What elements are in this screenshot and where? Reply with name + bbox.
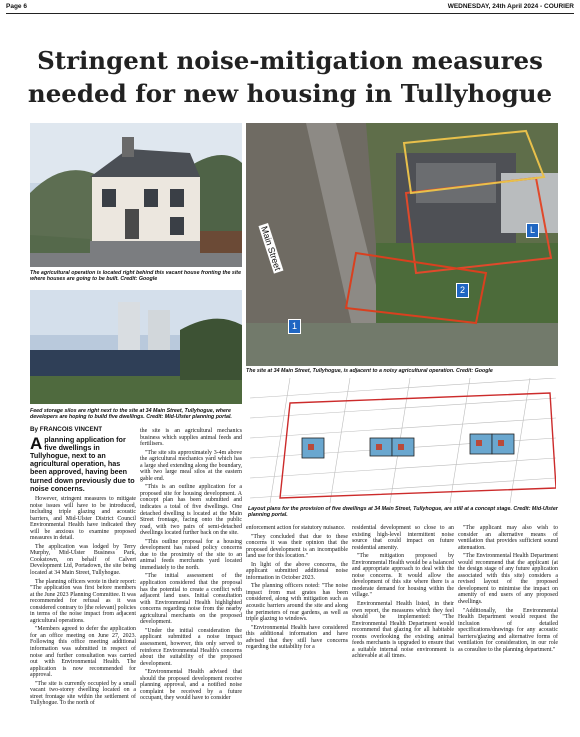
paragraph: "The site is currently occupied by a small vacant two-storey dwelling located on a street frontage site within the settlement of Tullyhogue. To the north of (30, 680, 136, 707)
page-header (6, 3, 574, 13)
paragraph: "Environmental Health have considered this additional information and have advised that they still have concerns regarding the suitability for a (246, 624, 348, 651)
house-photo (30, 123, 242, 267)
date-paper: WEDNESDAY, 24th April 2024 - COURIER (447, 3, 574, 10)
paragraph: "The initial assessment of the application considered that the proposal has the potential to create a conflict with adjacent land uses. Initial consultation with Environmental Health highlighted concerns regarding noise from the nearby agricultural merchants on the proposed development. (140, 573, 242, 626)
article-column-4 (352, 525, 454, 662)
paragraph: "Environmental Health advised that should the proposed development receive planning approval, and a notified noise complaint be received by a future occupant, they would have to consider (140, 669, 242, 702)
headline: Stringent noise-mitigation measures needed for new housing in Tullyhogue (27, 46, 553, 108)
layout-plan-image (250, 378, 556, 503)
paragraph: enforcement action for statutory nuisance. (246, 525, 346, 531)
byline: By FRANCOIS VINCENT (30, 426, 103, 433)
paragraph: The application was lodged by Terry Murphy, Mid-Ulster Business Park, Cookstown, on behalf of Calvert Development Ltd, Portadown, the site being located at 34 Main Street, Tullyhogue. (30, 543, 136, 576)
paragraph: "This outline proposal for a housing development has raised policy concerns due to the proximity of the site to an animal feeds merchants yard located immediately to the north. (140, 538, 242, 571)
lede (30, 433, 136, 493)
paragraph: "Under the initial consideration the applicant submitted a noise impact assessment, however, this only served to reinforce Environmental Health's concerns about the suitability of the proposed development. (140, 627, 242, 667)
layout-plan (250, 378, 556, 503)
paragraph: residential development so close to an existing high-level intermittent noise source that could impact on future residential amenity. (352, 525, 454, 551)
aerial-marker-1: 1 (288, 319, 301, 334)
paragraph: "Additionally, the Environmental Health Department would request the inclusion of detailed specifications/drawings for any acoustic barriers/glazing and alternative forms of ventilation for consideration, in our role as consultee to the planning department." (458, 607, 558, 653)
layout-plan-caption: Layout plans for the provision of five dwellings at 34 Main Street, Tullyhogue, are still at a concept stage. Credit: Mid-Ulster planning portal. (248, 506, 558, 519)
paragraph: Environmental Health listed, in their own report, the measures which they feel should be implemented: "The Environmental Health Department would recommend that glazing for all habitable rooms overlooking the existing animal feeds merchants is upgraded to ensure that a suitable internal noise environment is achievable at all times. (352, 601, 454, 660)
house-photo-image (30, 123, 242, 267)
silos-photo (30, 290, 242, 404)
aerial-marker-2: 2 (456, 283, 469, 298)
paragraph: The planning officers wrote in their report: "The application was first before members at the June 2023 Planning Committee. It was recommended for refusal as it was considered contrary to [the relevant] policies in terms of the noise impact from adjacent agricultural operations. (30, 578, 136, 624)
page-number: Page 6 (6, 3, 27, 10)
paragraph: "The applicant may also wish to consider an alternative means of ventilation that provides sufficient sound attenuation. (458, 525, 558, 551)
lede-text: planning application for five dwellings in Tullyhogue, next to an agricultural operation, has been approved, having been turned down previously due to noise concerns. (30, 434, 135, 493)
house-photo-caption: The agricultural operation is located right behind this vacant house fronting the site where houses are going to be built. Credit: Google (30, 270, 242, 283)
aerial-street-label: Main Street (259, 224, 283, 272)
paragraph: "The mitigation proposed by Environmental Health would be a balanced and appropriate approach to deal with the noise concerns. It would allow the development of this site where there is a moderate demand for housing within the village." (352, 553, 454, 599)
paragraph: the site is an agricultural mechanics business which supplies animal feeds and fertilisers. (140, 428, 242, 448)
aerial-marker-l: L (526, 223, 539, 238)
paragraph: "This is an outline application for a proposed site for housing development. A concept plan has been submitted and indicates a total of five dwellings. One detached dwelling is located at the Main Street frontage, facing onto the public road, with two pairs of semi-detached dwellings located further back on the site. (140, 484, 242, 537)
article-column-2 (140, 428, 242, 704)
header-rule (6, 13, 574, 14)
silos-photo-caption: Feed storage silos are right next to the site at 34 Main Street, Tullyhogue, where developers are hoping to build five dwellings. Credit: Mid-Ulster planning portal. (30, 408, 232, 421)
silos-photo-image (30, 290, 242, 404)
article-column-1 (30, 427, 136, 709)
paragraph: "The site sits approximately 3-4m above the agricultural mechanics yard which has a large shed extending along the boundary, with two large meal silos at the eastern gable end. (140, 449, 242, 482)
aerial-photo (246, 123, 558, 366)
article-column-3 (246, 525, 348, 653)
article-column-5 (458, 525, 558, 655)
drop-cap: A (30, 433, 43, 453)
paragraph: The planning officers noted: "The noise impact from mat grates has been considered, along with mitigation such as acoustic barriers around the site and along the perimeters of rear gardens, as well as triple glazing to windows. (246, 583, 348, 623)
paragraph: In light of the above concerns, the applicant submitted additional noise information in October 2023. (246, 561, 348, 581)
aerial-photo-caption: The site at 34 Main Street, Tullyhogue, is adjacent to a noisy agricultural operation. Credit: Google (246, 368, 493, 374)
paragraph: "The Environmental Health Department would recommend that the applicant (at the design stage of any future application associated with this site) considers a revised layout of the proposed development to minimise the impact on amenity of end users of any proposed dwellings. (458, 553, 558, 606)
paragraph: However, stringent measures to mitigate noise issues will have to be introduced, including triple glazing and acoustic barriers, and Mid-Ulster District Council Environmental Health have indicated they will be anxious to examine proposed measures in detail. (30, 495, 136, 542)
paragraph: "Members agreed to defer the application for an office meeting on June 27, 2023. Following this office meeting additional information was submitted in respect of noise and further consultation was carried out with Environmental Health. The application is now recommended for approval. (30, 626, 136, 679)
paragraph: "They concluded that due to these concerns it was their opinion that the proposed development is an incompatible land use for this location." (246, 533, 348, 560)
